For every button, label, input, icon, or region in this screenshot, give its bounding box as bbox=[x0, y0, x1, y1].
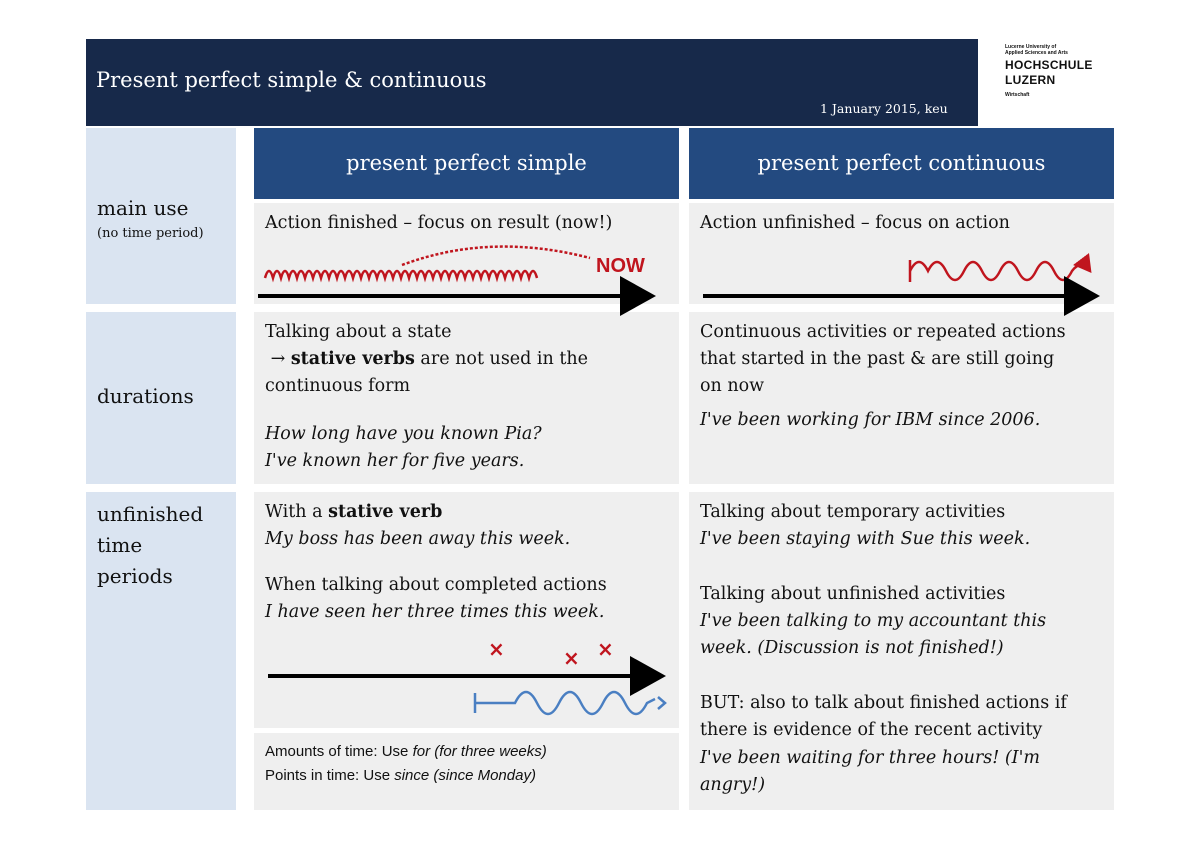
durations-cont-line2: that started in the past & are still going bbox=[700, 349, 1055, 369]
logo-line1: Lucerne University of bbox=[1005, 44, 1057, 50]
stative-verb-bold: stative verb bbox=[328, 502, 443, 522]
note-amounts-pre: Amounts of time: Use bbox=[265, 743, 409, 760]
cross-mark-1: × bbox=[488, 637, 505, 661]
logo-name1: HOCHSCHULE bbox=[1005, 58, 1093, 72]
unfinished-simple-a-pre: With a bbox=[265, 502, 323, 522]
unfinished-cont-b-example2: week. (Discussion is not finished!) bbox=[700, 638, 1004, 658]
durations-simple-line2-rest: are not used in the bbox=[420, 349, 589, 369]
durations-simple-example1: How long have you known Pia? bbox=[265, 424, 542, 444]
durations-cont-line1: Continuous activities or repeated actions bbox=[700, 322, 1066, 342]
main-simple-text: Action finished – focus on result (now!) bbox=[265, 213, 613, 233]
cross-mark-3: × bbox=[597, 637, 614, 661]
unfinished-label-3: periods bbox=[97, 564, 173, 588]
durations-simple-line3: continuous form bbox=[265, 376, 411, 396]
column-header-simple: present perfect simple bbox=[254, 128, 679, 199]
durations-cont-example: I've been working for IBM since 2006. bbox=[700, 410, 1041, 430]
unfinished-simple-b-example: I have seen her three times this week. bbox=[265, 602, 605, 622]
main-use-label: main use bbox=[97, 196, 189, 220]
logo-name2: LUZERN bbox=[1005, 73, 1056, 87]
durations-cont-line3: on now bbox=[700, 376, 765, 396]
red-squiggle-simple bbox=[265, 271, 537, 278]
unfinished-cont-b: Talking about unfinished activities bbox=[700, 584, 1006, 604]
unfinished-cont-c-example1: I've been waiting for three hours! (I'm bbox=[700, 748, 1041, 768]
dotted-arc bbox=[402, 247, 590, 265]
durations-simple-line1: Talking about a state bbox=[265, 322, 452, 342]
unfinished-cont-c2: there is evidence of the recent activity bbox=[700, 720, 1043, 740]
cross-mark-2: × bbox=[563, 646, 580, 670]
main-continuous-text: Action unfinished – focus on action bbox=[700, 213, 1010, 233]
durations-label: durations bbox=[97, 384, 194, 408]
unfinished-cont-a-example: I've been staying with Sue this week. bbox=[700, 529, 1031, 549]
note-points-pre: Points in time: Use bbox=[265, 767, 391, 784]
stative-verbs-bold: stative verbs bbox=[290, 349, 415, 369]
page-title: Present perfect simple & continuous bbox=[96, 68, 487, 92]
logo-dept: Wirtschaft bbox=[1005, 92, 1030, 98]
note-points-italic: since (since Monday) bbox=[394, 767, 536, 784]
unfinished-cont-c-example2: angry!) bbox=[700, 775, 766, 795]
unfinished-cont-b-example1: I've been talking to my accountant this bbox=[700, 611, 1047, 631]
red-squiggle-continuous bbox=[910, 262, 1090, 280]
unfinished-cont-a: Talking about temporary activities bbox=[700, 502, 1006, 522]
arrow-right-icon: → bbox=[270, 349, 286, 369]
unfinished-simple-b: When talking about completed actions bbox=[265, 575, 607, 595]
unfinished-label-2: time bbox=[97, 533, 143, 557]
logo-line2: Applied Sciences and Arts bbox=[1005, 50, 1068, 56]
unfinished-label-1: unfinished bbox=[97, 502, 204, 526]
unfinished-simple-a-example: My boss has been away this week. bbox=[265, 529, 571, 549]
durations-simple-example2: I've known her for five years. bbox=[265, 451, 525, 471]
column-header-continuous: present perfect continuous bbox=[689, 128, 1114, 199]
blue-squiggle bbox=[475, 692, 665, 714]
now-label: NOW bbox=[596, 255, 645, 277]
date-label: 1 January 2015, keu bbox=[820, 101, 948, 116]
unfinished-cont-c1: BUT: also to talk about finished actions if bbox=[700, 693, 1067, 713]
main-use-sublabel: (no time period) bbox=[97, 226, 204, 241]
note-amounts-italic: for (for three weeks) bbox=[412, 743, 547, 760]
